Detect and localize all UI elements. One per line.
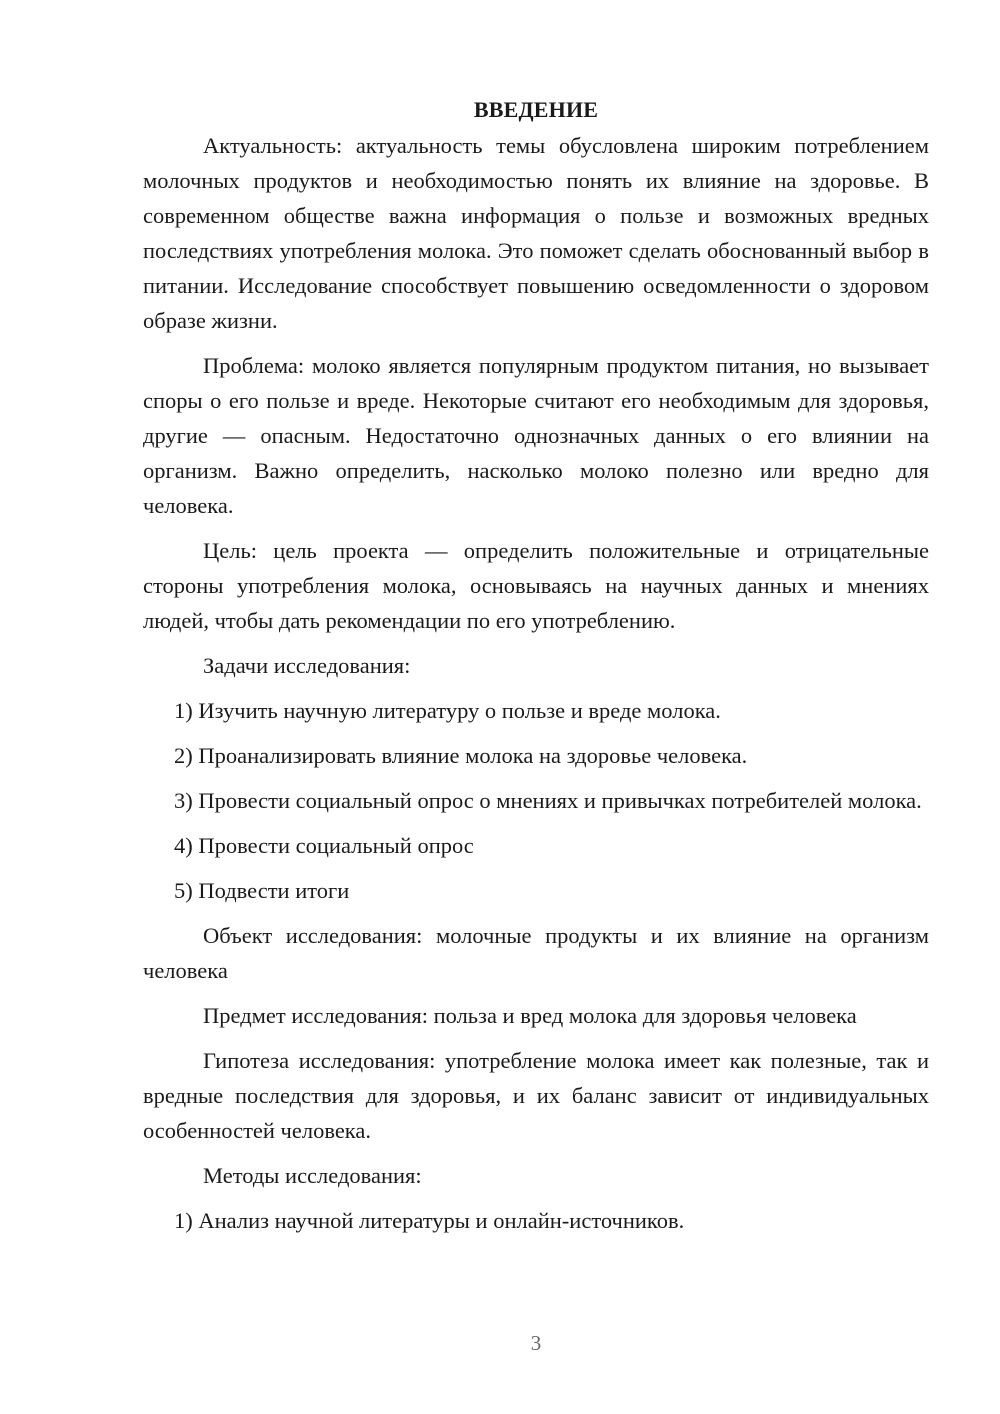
subject-paragraph: Предмет исследования: польза и вред молока для здоровья человека (203, 1003, 857, 1028)
section-heading: ВВЕДЕНИЕ (473, 97, 599, 122)
relevance-paragraph: Актуальность: актуальность темы обусловлена широким потреблением молочных продуктов и необходимостью понять их влияние на здоровье. В современном обществе важна информация о пользе и возможных вредных последствиях употребления молока. Это поможет сделать обоснованный выбор в питании. Исследование способствует повышению осведомленности о здоровом образе жизни. (143, 133, 929, 333)
methods-label: Методы исследования: (203, 1163, 422, 1188)
problem-paragraph: Проблема: молоко является популярным продуктом питания, но вызывает споры о его пользе и вреде. Некоторые считают его необходимым для здоровья, другие — опасным. Недостаточно однозначных данных о его влиянии на организм. Важно определить, насколько молоко полезно или вредно для человека. (143, 353, 929, 518)
tasks-list (143, 693, 929, 908)
methods-list (143, 1203, 929, 1238)
goal-paragraph: Цель: цель проекта — определить положительные и отрицательные стороны употребления молока, основываясь на научных данных и мнениях людей, чтобы дать рекомендации по его употреблению. (143, 538, 929, 633)
list-item: 2) Проанализировать влияние молока на здоровье человека. (174, 743, 748, 768)
hypothesis-paragraph: Гипотеза исследования: употребление молока имеет как полезные, так и вредные последствия для здоровья, и их баланс зависит от индивидуальных особенностей человека. (143, 1048, 929, 1143)
list-item: 3) Провести социальный опрос о мнениях и привычках потребителей молока. (174, 788, 922, 813)
document-page (143, 92, 929, 1248)
list-item: 1) Анализ научной литературы и онлайн-источников. (174, 1208, 685, 1233)
list-item: 1) Изучить научную литературу о пользе и вреде молока. (174, 698, 721, 723)
list-item: 5) Подвести итоги (174, 878, 350, 903)
object-paragraph: Объект исследования: молочные продукты и их влияние на организм человека (143, 923, 929, 983)
page-number: 3 (530, 1331, 542, 1355)
list-item: 4) Провести социальный опрос (174, 833, 474, 858)
tasks-label: Задачи исследования: (203, 653, 411, 678)
